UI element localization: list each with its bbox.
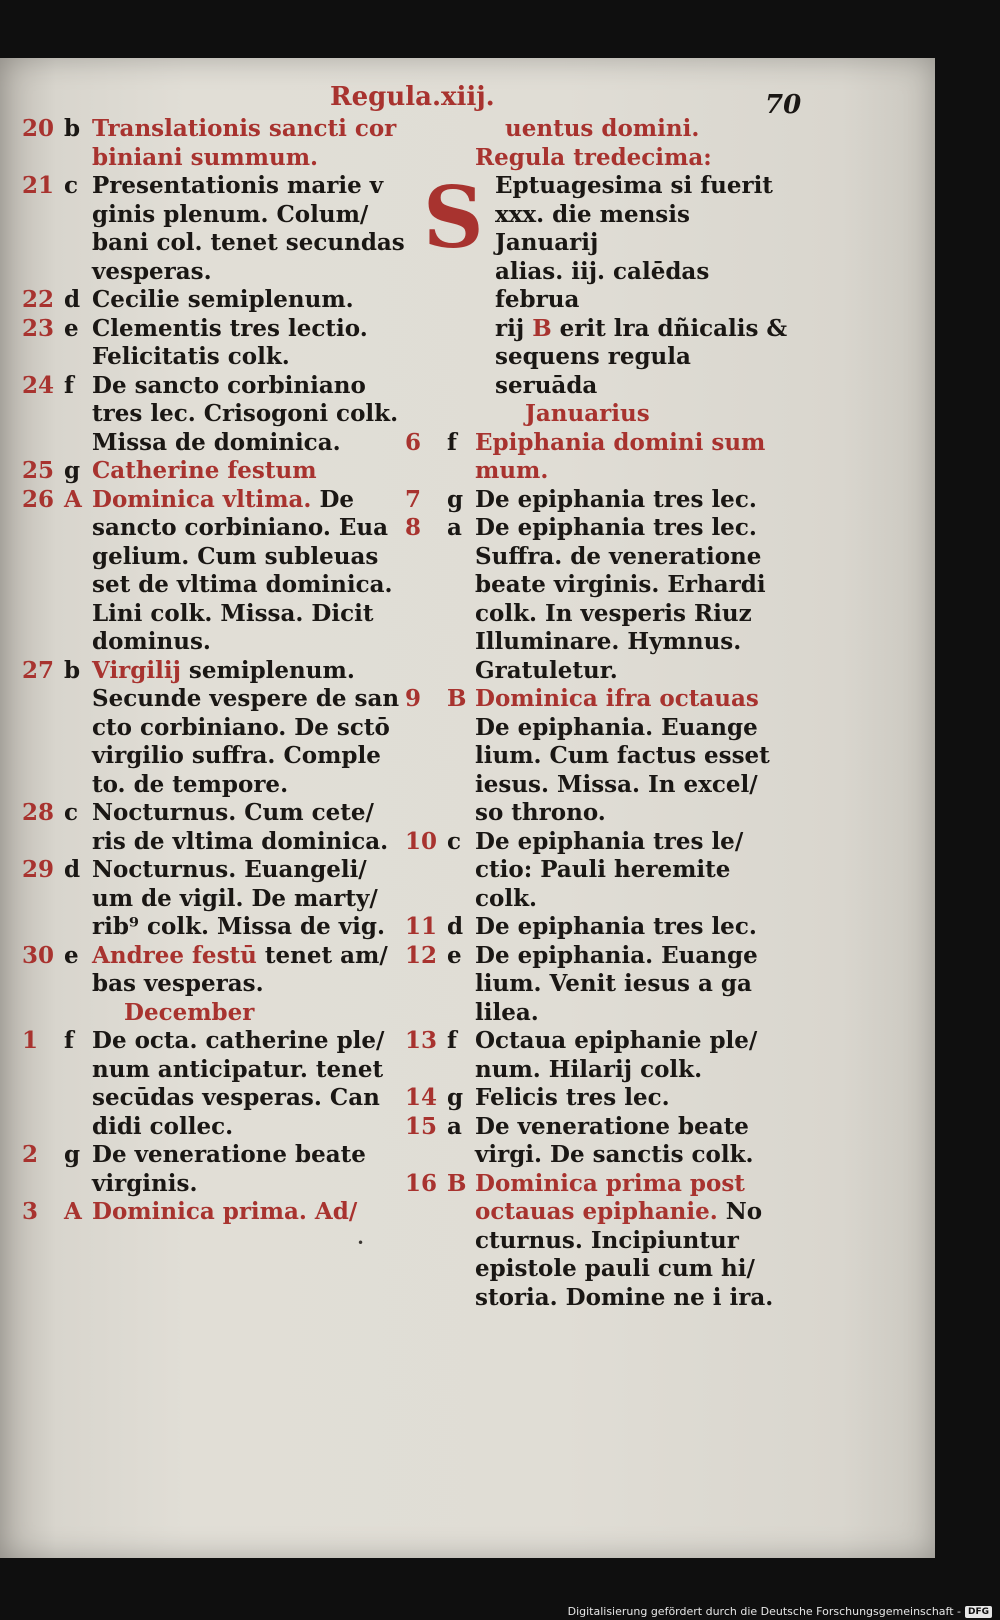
rubric-text: Dominica vltima.: [92, 485, 312, 513]
calendar-entry: [405, 486, 795, 515]
body-text: tenet am/ bas vesperas.: [92, 941, 388, 997]
dominical-letter: e: [64, 314, 79, 342]
dominical-letter: g: [64, 1141, 81, 1168]
rubric-text: Catherine festum: [92, 457, 317, 484]
regula-text: [495, 172, 795, 400]
feast-text: [92, 1198, 407, 1227]
body-text: Octaua epiphanie ple/ num. Hilarij colk.: [475, 1027, 758, 1083]
day-number: 15: [405, 1112, 438, 1140]
feast-text: [92, 1141, 407, 1198]
calendar-entry: [22, 1027, 407, 1141]
left-entries-december: [22, 1027, 407, 1227]
day-number: 26: [22, 485, 55, 513]
day-number: 10: [405, 827, 438, 855]
calendar-entry: [22, 486, 407, 657]
day-number: 25: [22, 457, 55, 484]
day-number: 22: [22, 286, 55, 313]
body-text: De epiphania tres lec. Suffra. de veneratione beate virginis. Erhardi colk. In vesperis Riuz Illuminare. Hymnus. Gratuletur.: [475, 514, 766, 684]
body-text: De sancto corbiniano tres lec. Crisogoni colk. Missa de dominica.: [92, 371, 399, 456]
day-number: 11: [405, 913, 438, 940]
calendar-entry: [405, 429, 795, 486]
calendar-entry: [405, 1027, 795, 1084]
footer-text: Digitalisierung gefördert durch die Deutsche Forschungsgemeinschaft -: [567, 1605, 961, 1618]
day-number: 8: [405, 514, 422, 541]
body-text: De veneratione beate virginis.: [92, 1141, 366, 1197]
day-number: 23: [22, 314, 55, 342]
feast-text: [92, 286, 407, 315]
day-number: 21: [22, 172, 55, 199]
regula-block: [405, 168, 795, 400]
dominical-letter: a: [447, 514, 462, 541]
dominical-letter: B: [447, 1169, 467, 1197]
calendar-entry: [22, 457, 407, 486]
dominical-letter: B: [447, 685, 467, 712]
feast-text: [475, 685, 795, 828]
dominical-letter: A: [64, 485, 82, 513]
dominical-letter: f: [64, 371, 74, 399]
calendar-entry: [405, 685, 795, 828]
calendar-entry: [405, 942, 795, 1028]
day-number: 20: [22, 115, 55, 142]
dominical-letter: e: [64, 941, 79, 969]
body-text: De epiphania tres le/ ctio: Pauli heremite colk.: [475, 827, 744, 912]
dominical-letter: d: [64, 856, 81, 883]
dominical-letter: f: [447, 428, 457, 456]
feast-text: [475, 913, 795, 942]
dominical-letter: f: [64, 1027, 74, 1054]
feast-text: [92, 372, 407, 458]
calendar-entry: [22, 315, 407, 372]
dominical-letter: f: [447, 1027, 457, 1054]
rubric-text: Virgilij: [92, 656, 181, 684]
feast-text: [92, 657, 407, 800]
calendar-entry: [22, 1141, 407, 1198]
day-number: 28: [22, 799, 55, 826]
dominical-letter: e: [447, 941, 462, 969]
body-text: De epiphania. Euange lium. Cum factus esset iesus. Missa. In excel/ so throno.: [475, 713, 770, 826]
feast-text: [92, 1027, 407, 1141]
dominical-letter: b: [64, 656, 81, 684]
dominical-letter: c: [64, 799, 79, 826]
dominical-letter: g: [447, 485, 464, 513]
feast-text: [475, 942, 795, 1028]
body-text: Clementis tres lectio. Felicitatis colk.: [92, 314, 368, 370]
calendar-entry: [405, 1113, 795, 1170]
left-entries: [22, 115, 407, 999]
calendar-entry: [405, 1084, 795, 1113]
calendar-entry: [405, 514, 795, 685]
right-column: [405, 115, 795, 1312]
rubric-text: Dominica prima. Ad/: [92, 1198, 358, 1225]
feast-text: [92, 856, 407, 942]
calendar-entry: [405, 1170, 795, 1313]
left-column: [22, 115, 407, 1227]
calendar-entry: [22, 856, 407, 942]
feast-text: [475, 828, 795, 914]
day-number: 3: [22, 1198, 39, 1225]
day-number: 12: [405, 941, 438, 969]
body-text: De epiphania tres lec.: [475, 913, 757, 940]
feast-text: [475, 514, 795, 685]
calendar-entry: [405, 828, 795, 914]
feast-text: [475, 1113, 795, 1170]
dominical-letter: a: [447, 1112, 462, 1140]
month-heading-december: December: [124, 998, 255, 1026]
regula-text-b: erit lra dñicalis & sequens regula seruāda: [495, 314, 788, 399]
day-number: 9: [405, 685, 422, 712]
body-text: De epiphania. Euange lium. Venit iesus a ga lilea.: [475, 941, 758, 1026]
body-text: semiplenum. Secunde vespere de san cto corbiniano. De sctō virgilio suffra. Comple to. de tempore.: [92, 656, 400, 798]
feast-text: [475, 429, 795, 486]
body-text: De sancto corbiniano. Eua gelium. Cum subleuas set de vltima dominica. Lini colk. Missa. Dicit dominus.: [92, 485, 393, 655]
feast-text: [92, 172, 407, 286]
month-heading-januarius: Januarius: [525, 400, 650, 427]
feast-text: [92, 942, 407, 999]
feast-text: [92, 486, 407, 657]
feast-text: [92, 315, 407, 372]
day-number: 1: [22, 1027, 39, 1054]
day-number: 16: [405, 1169, 438, 1197]
day-number: 24: [22, 371, 55, 399]
rubric-text: Dominica prima post octauas epiphanie.: [475, 1169, 745, 1225]
day-number: 2: [22, 1141, 39, 1168]
calendar-entry: [22, 372, 407, 458]
body-text: Cecilie semiplenum.: [92, 286, 354, 313]
day-number: 13: [405, 1027, 438, 1054]
dominical-letter: g: [447, 1084, 464, 1111]
day-number: 29: [22, 856, 55, 883]
footer: [568, 1605, 992, 1618]
feast-text: [92, 799, 407, 856]
feast-text: [92, 115, 407, 172]
folio-number: 70: [765, 90, 802, 120]
feast-text: [475, 486, 795, 515]
body-text: Felicis tres lec.: [475, 1084, 670, 1111]
feast-text: [475, 1027, 795, 1084]
body-text: Presentationis marie v ginis plenum. Colum/ bani col. tenet secundas vesperas.: [92, 172, 405, 285]
page-mark: •: [357, 1236, 365, 1250]
day-number: 6: [405, 428, 422, 456]
regula-dominical-letter: B: [532, 314, 552, 342]
continuation-text: uentus domini.: [505, 115, 700, 142]
feast-text: [475, 1170, 795, 1313]
calendar-entry: [22, 1198, 407, 1227]
dominical-letter: g: [64, 457, 81, 484]
right-entries: [405, 429, 795, 1313]
body-text: Nocturnus. Cum cete/ ris de vltima dominica.: [92, 799, 389, 855]
dominical-letter: c: [447, 827, 462, 855]
rubric-text: Andree festū: [92, 941, 257, 969]
body-text: No cturnus. Incipiuntur epistole pauli cum hi/ storia. Domine ne i ira.: [475, 1198, 774, 1311]
day-number: 30: [22, 941, 55, 969]
running-head: Regula.xiij.: [330, 82, 495, 112]
calendar-entry: [22, 172, 407, 286]
body-text: De veneratione beate virgi. De sanctis colk.: [475, 1112, 754, 1168]
day-number: 14: [405, 1084, 438, 1111]
feast-text: [475, 1084, 795, 1113]
calendar-entry: [405, 913, 795, 942]
day-number: 7: [405, 485, 422, 513]
body-text: De epiphania tres lec.: [475, 485, 757, 513]
regula-text-a: Eptuagesima si fuerit xxx. die mensis Januarij alias. iij. calēdas februa rij: [495, 172, 773, 342]
calendar-entry: [22, 115, 407, 172]
calendar-entry: [22, 799, 407, 856]
calendar-entry: [22, 286, 407, 315]
feast-text: [92, 457, 407, 486]
dominical-letter: c: [64, 172, 79, 199]
regula-heading: Regula tredecima:: [475, 143, 712, 171]
dominical-letter: d: [447, 913, 464, 940]
dominical-letter: A: [64, 1198, 82, 1225]
calendar-entry: [22, 657, 407, 800]
rubric-text: Translationis sancti cor biniani summum.: [92, 115, 397, 171]
calendar-entry: [22, 942, 407, 999]
body-text: De octa. catherine ple/ num anticipatur. tenet secūdas vesperas. Can didi collec.: [92, 1027, 385, 1140]
rubric-text: Dominica ifra octauas: [475, 685, 759, 712]
rubric-text: Epiphania domini sum mum.: [475, 428, 766, 484]
body-text: Nocturnus. Euangeli/ um de vigil. De marty/ rib⁹ colk. Missa de vig.: [92, 856, 385, 940]
dominical-letter: b: [64, 115, 81, 142]
dominical-letter: d: [64, 286, 81, 313]
day-number: 27: [22, 656, 55, 684]
dfg-logo: DFG: [965, 1606, 992, 1618]
initial-letter: S: [423, 168, 484, 267]
